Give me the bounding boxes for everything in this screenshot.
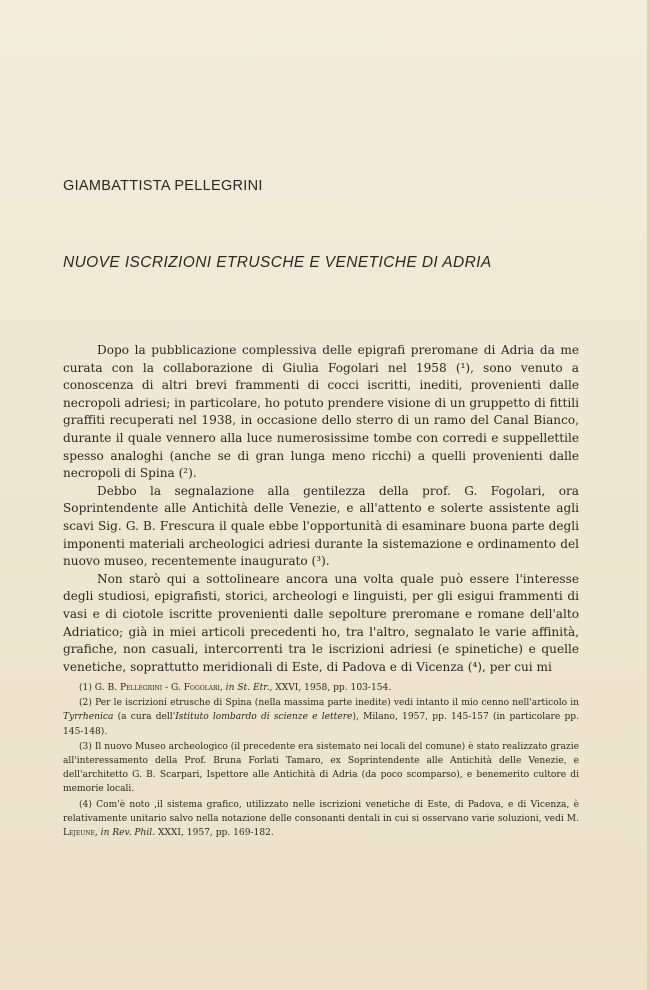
footnote-text: Per le iscrizioni etrusche di Spina (nella massima parte inedite) vedi intanto il mio cenno nell'articolo in <box>95 698 579 709</box>
article-title: NUOVE ISCRIZIONI ETRUSCHE E VENETICHE DI ADRIA <box>63 254 492 271</box>
footnote-text: (a cura dell' <box>113 712 176 723</box>
footnote-journal: St. Etr. <box>237 683 270 693</box>
footnote-in: , in <box>219 683 238 693</box>
article-body <box>63 342 579 676</box>
footnote-4 <box>63 798 579 841</box>
footnote-text: Com'è noto ,il sistema grafico, utilizzato nelle iscrizioni venetiche di Este, di Padova, e di Vicenza, è relativamente unitario salvo nella notazione delle consonanti dentali in cui si osservano varie soluzioni, vedi M. <box>63 799 579 824</box>
footnote-text: , XXVI, 1958, pp. 103-154. <box>269 683 392 693</box>
footnote-author: Lejeune <box>63 828 95 839</box>
footnote-text: ), Milano, 1957, pp. 145-157 (in particolare pp. 145-148). <box>63 712 579 737</box>
footnote-3 <box>63 740 579 797</box>
article-author: GIAMBATTISTA PELLEGRINI <box>63 178 263 194</box>
footnote-marker: (1) <box>79 683 92 693</box>
footnote-2 <box>63 696 579 739</box>
footnote-marker: (4) <box>79 799 92 810</box>
footnote-marker: (3) <box>79 741 92 752</box>
footnote-author: G. B. Pellegrini <box>94 683 163 693</box>
footnote-work: Tyrrhenica <box>63 712 114 723</box>
footnote-text: XXXI, 1957, pp. 169-182. <box>155 828 274 839</box>
body-paragraph: Debbo la segnalazione alla gentilezza della prof. G. Fogolari, ora Soprintendente alle Antichità delle Venezie, e all'attento e solerte assistente agli scavi Sig. G. B. Frescura il quale ebbe l'opportunità di esaminare buona parte degli imponenti materiali archeologici adriesi durante la sistemazione e ordinamento del nuovo museo, recentemente inaugurato (³). <box>63 483 579 569</box>
footnote-author: G. Fogolari <box>171 683 220 693</box>
footnotes <box>63 681 579 840</box>
footnote-journal: Rev. Phil. <box>112 828 156 839</box>
footnote-marker: (2) <box>79 698 92 709</box>
footnote-text: Il nuovo Museo archeologico (il precedente era sistemato nei locali del comune) è stato realizzato grazie all'interessamento della Prof. Bruna Forlati Tamaro, ex Soprintendente alle Antichità delle Venezie, e dell'architetto G. B. Scarpari, Ispettore alle Antichità di Adria (da poco scomparso), e benemerito cultore di memorie locali. <box>63 741 579 795</box>
footnote-institute: Istituto lombardo di scienze e lettere <box>175 712 353 723</box>
body-paragraph: Dopo la pubblicazione complessiva delle epigrafi preromane di Adria da me curata con la collaborazione di Giulia Fogolari nel 1958 (¹), sono venuto a conoscenza di altri brevi frammenti di cocci iscritti, inediti, provenienti dalle necropoli adriesi; in particolare, ho potuto prendere visione di un gruppetto di fittili graffiti recuperati nel 1938, in occasione dello sterro di un ramo del Canal Bianco, durante il quale vennero alla luce numerosissime tombe con corredi e suppellettile spesso analoghi (anche se di gran lunga meno ricchi) a quelli provenienti dalle necropoli di Spina (²). <box>63 343 579 481</box>
footnote-1 <box>63 681 579 695</box>
footnote-in: , in <box>94 828 113 839</box>
footnote-separator: - <box>162 683 171 693</box>
body-paragraph: Non starò qui a sottolineare ancora una volta quale può essere l'interesse degli studiosi, epigrafisti, storici, archeologi e linguisti, per gli esigui frammenti di vasi e di ciotole iscritte provenienti dalle sepolture preromane e romane dell'alto Adriatico; già in miei articoli precedenti ho, tra l'altro, segnalato le varie affinità, grafiche, non casuali, intercorrenti tra le iscrizioni adriesi (e spinetiche) e quelle venetiche, soprattutto meridionali di Este, di Padova e di Vicenza (⁴), per cui mi <box>63 571 579 674</box>
